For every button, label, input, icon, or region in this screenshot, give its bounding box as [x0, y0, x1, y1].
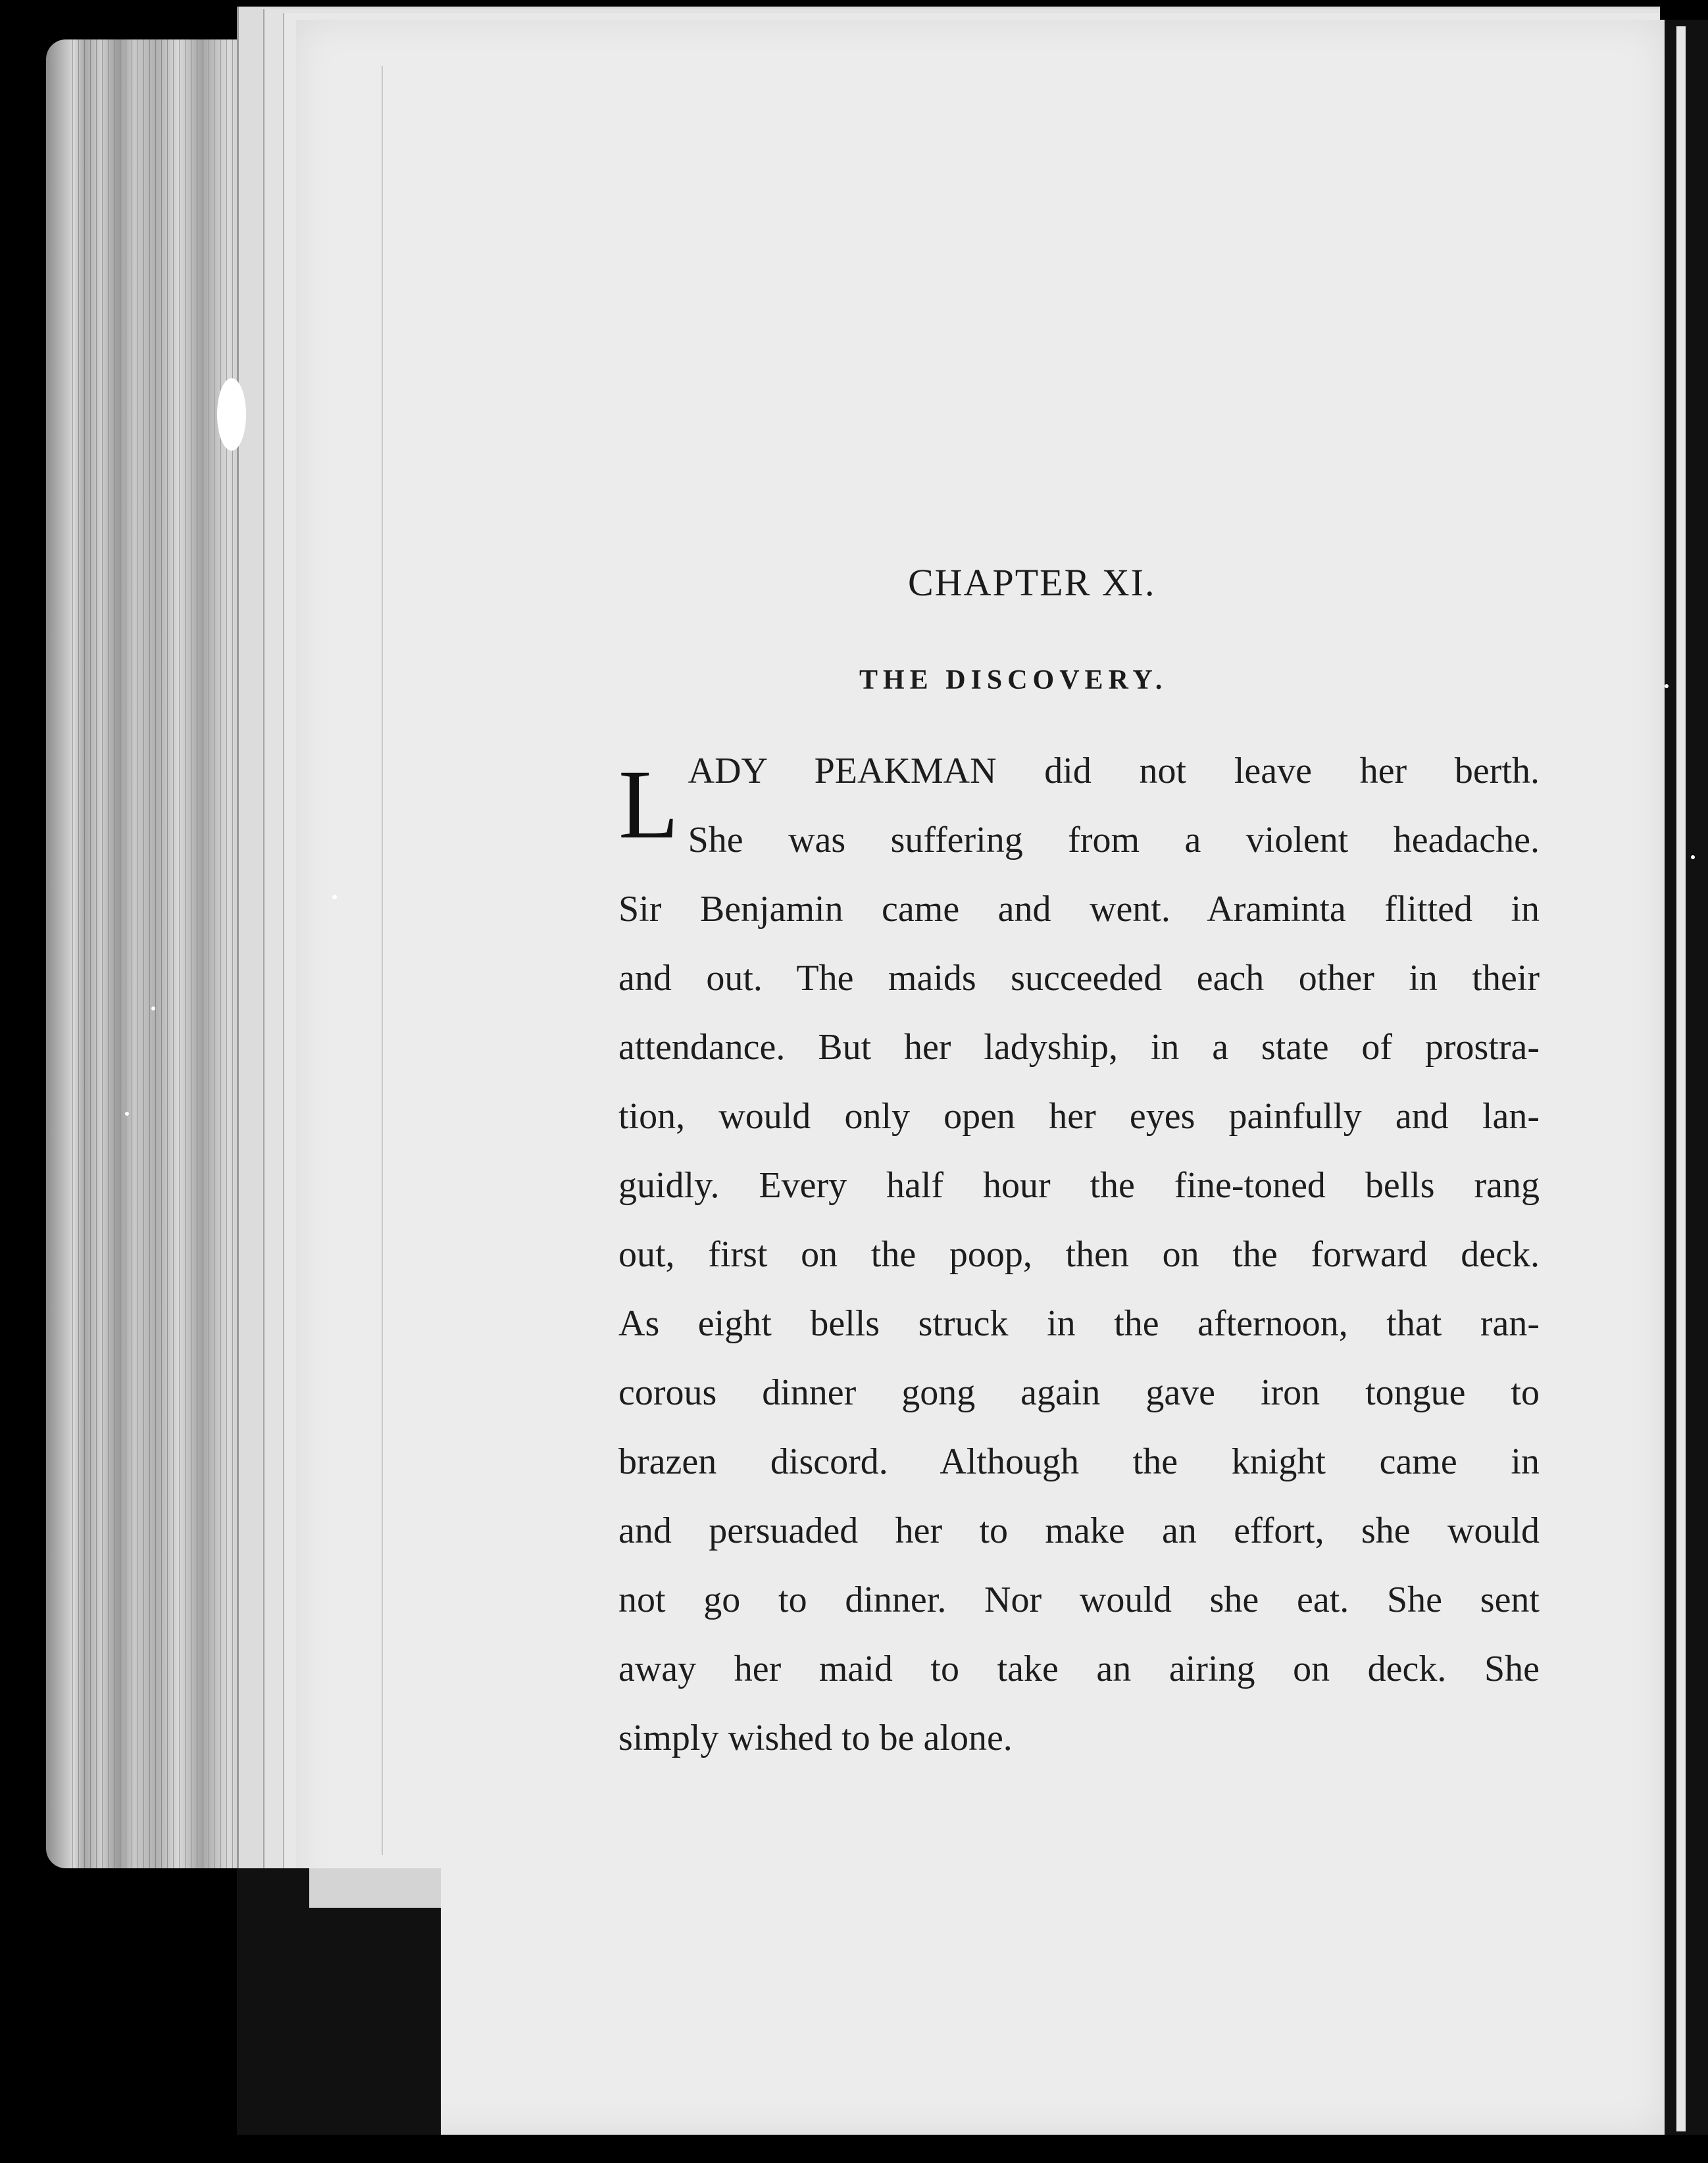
chapter-title: THE DISCOVERY.: [859, 665, 1168, 695]
text-line: and out. The maids succeeded each other in their: [618, 958, 1540, 999]
page-fold-line: [382, 66, 383, 1855]
scan-border-right: [1665, 20, 1708, 2135]
text-line: attendance. But her ladyship, in a state of prostra-: [618, 1027, 1540, 1068]
text-line: ADY PEAKMAN did not leave her berth.: [688, 751, 1540, 791]
page-edge-lines: [72, 39, 243, 1868]
drop-cap: L: [618, 750, 679, 859]
text-line: tion, would only open her eyes painfully and lan-: [618, 1096, 1540, 1137]
text-line: not go to dinner. Nor would she eat. She sent: [618, 1579, 1540, 1620]
text-line: and persuaded her to make an effort, she would: [618, 1510, 1540, 1551]
scan-border-bottom-left: [237, 1868, 441, 2135]
next-page-edge: [1676, 26, 1686, 2131]
text-line: Sir Benjamin came and went. Araminta flitted in: [618, 889, 1540, 930]
text-line: simply wished to be alone.: [618, 1718, 1013, 1758]
text-line: corous dinner gong again gave iron tongue to: [618, 1372, 1540, 1413]
chapter-heading: CHAPTER XI.: [908, 561, 1156, 604]
body-paragraph: [618, 737, 1540, 1773]
text-line: out, first on the poop, then on the forward deck.: [618, 1234, 1540, 1275]
text-line: guidly. Every half hour the fine-toned bells rang: [618, 1165, 1540, 1206]
underlying-sheet-edge: [309, 1868, 441, 1908]
text-line: away her maid to take an airing on deck. She: [618, 1649, 1540, 1689]
text-line: brazen discord. Although the knight came in: [618, 1441, 1540, 1482]
text-line: As eight bells struck in the afternoon, that ran-: [618, 1303, 1540, 1344]
text-line: She was suffering from a violent headache.: [688, 820, 1540, 860]
